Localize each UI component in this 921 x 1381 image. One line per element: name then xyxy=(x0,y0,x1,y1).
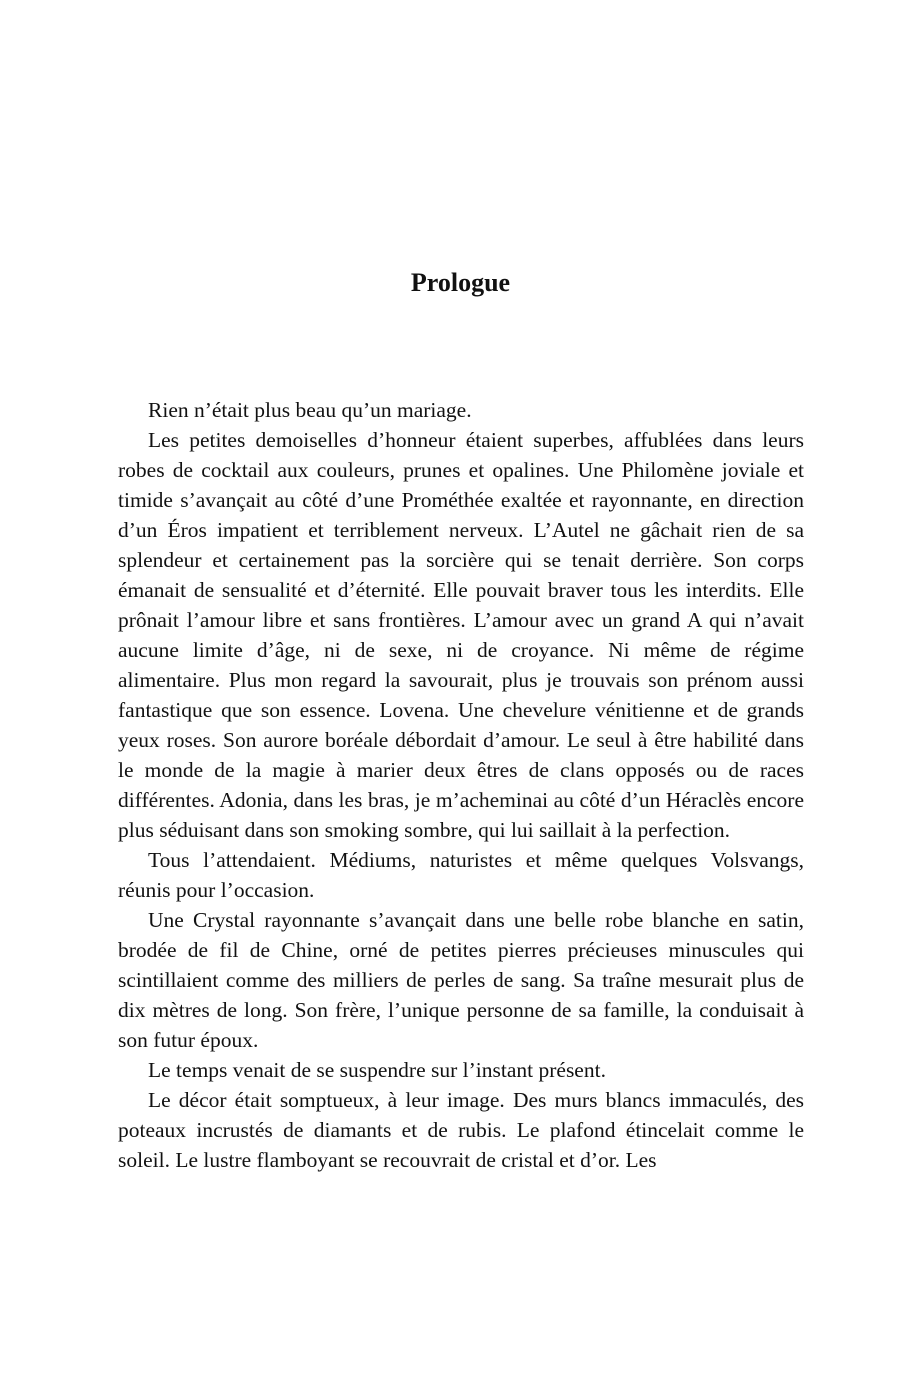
paragraph: Les petites demoiselles d’honneur étaient superbes, affublées dans leurs robes de cocktail aux couleurs, prunes et opalines. Une Philomène joviale et timide s’avançait au côté d’une Prométhée exaltée et rayonnante, en direction d’un Éros impatient et terriblement nerveux. L’Autel ne gâchait rien de sa splendeur et certainement pas la sorcière qui se tenait derrière. Son corps émanait de sensualité et d’éternité. Elle pouvait braver tous les interdits. Elle prônait l’amour libre et sans frontières. L’amour avec un grand A qui n’avait aucune limite d’âge, ni de sexe, ni de croyance. Ni même de régime alimentaire. Plus mon regard la savourait, plus je trouvais son prénom aussi fantastique que son essence. Lovena. Une chevelure vénitienne et de grands yeux roses. Son aurore boréale débordait d’amour. Le seul à être habilité dans le monde de la magie à marier deux êtres de clans opposés ou de races différentes. Adonia, dans les bras, je m’acheminai au côté d’un Héraclès encore plus séduisant dans son smoking sombre, qui lui saillait à la perfection. xyxy=(118,428,804,842)
paragraph: Tous l’attendaient. Médiums, naturistes et même quelques Volsvangs, réunis pour l’occasion. xyxy=(118,848,804,902)
paragraph: Le temps venait de se suspendre sur l’instant présent. xyxy=(148,1058,606,1082)
paragraph: Rien n’était plus beau qu’un mariage. xyxy=(148,398,472,422)
paragraph: Une Crystal rayonnante s’avançait dans une belle robe blanche en satin, brodée de fil de Chine, orné de petites pierres précieuses minuscules qui scintillaient comme des milliers de perles de sang. Sa traîne mesurait plus de dix mètres de long. Son frère, l’unique personne de sa famille, la conduisait à son futur époux. xyxy=(118,908,804,1052)
chapter-title: Prologue xyxy=(410,268,511,297)
body-text xyxy=(118,395,804,1175)
paragraph: Le décor était somptueux, à leur image. Des murs blancs immaculés, des poteaux incrustés de diamants et de rubis. Le plafond étincelait comme le soleil. Le lustre flamboyant se recouvrait de cristal et d’or. Les xyxy=(118,1088,804,1172)
